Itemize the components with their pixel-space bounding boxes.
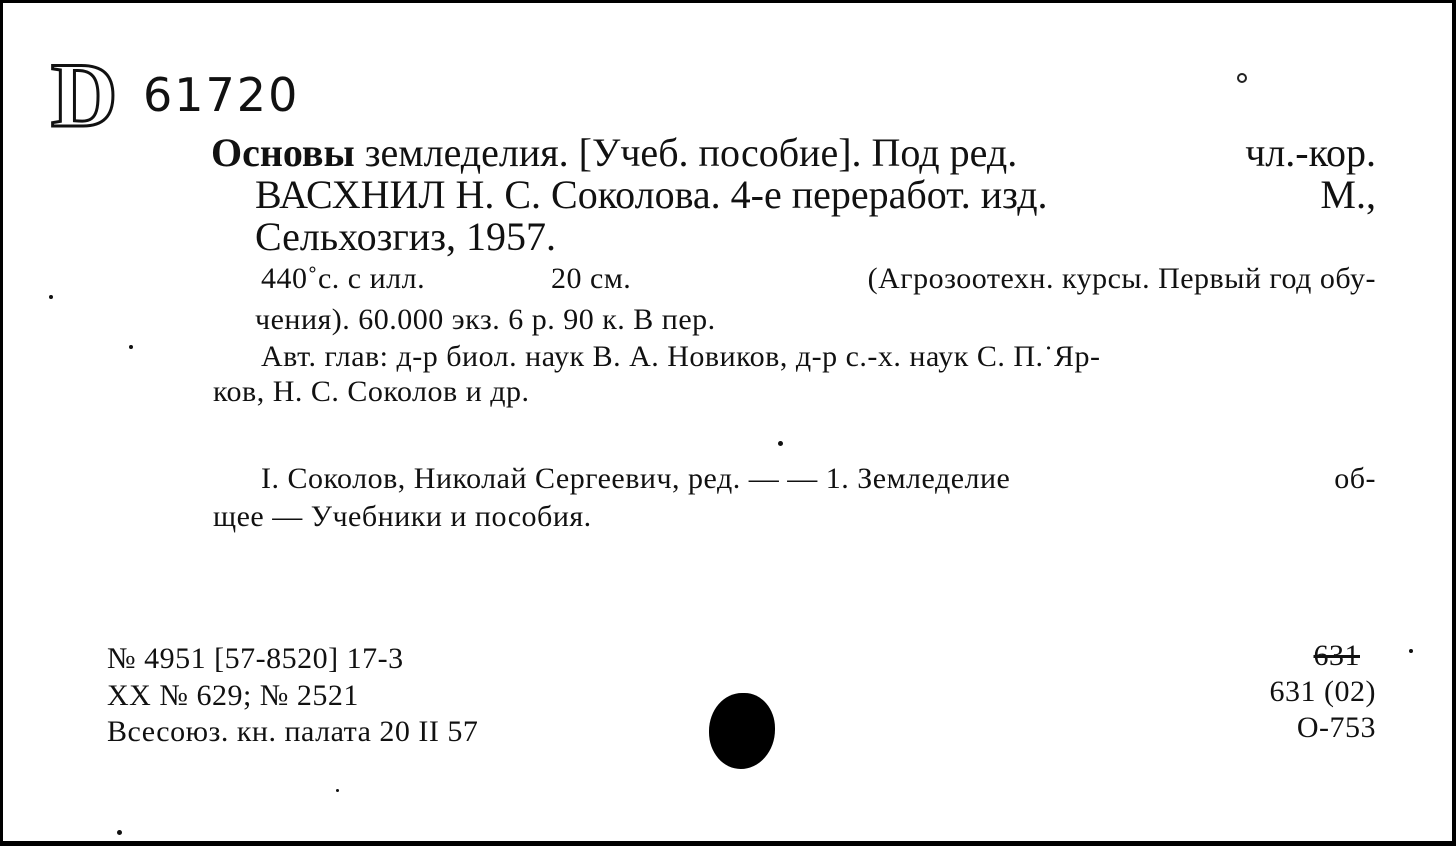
- physical-desc-a: 440˚с. с илл.: [261, 262, 426, 295]
- subject-line-2: щее — Учебники и пособия.: [213, 500, 592, 533]
- speck: [49, 295, 53, 299]
- authors-line-1: Авт. глав: д-р биол. наук В. А. Новиков, д-р с.-х. наук С. П.˙Яр-: [261, 340, 1101, 373]
- speck: [1409, 649, 1413, 653]
- physical-desc-b: 20 см.: [551, 262, 632, 295]
- speck: [336, 789, 339, 792]
- title-line-2: ВАСХНИЛ Н. С. Соколова. 4-е переработ. изд.: [255, 172, 1048, 217]
- class-index: 631 (02): [1269, 675, 1376, 708]
- subject-line-1: I. Соколов, Николай Сергеевич, ред. — — 1. Земледелие: [261, 462, 1011, 495]
- card-number: 61720: [143, 68, 300, 122]
- title-line-1-end: чл.-кор.: [1245, 130, 1376, 175]
- speck: [117, 830, 122, 835]
- card-letter-mark: D: [51, 44, 118, 146]
- speck: [778, 441, 783, 446]
- title-line-3: Сельхозгиз, 1957.: [255, 214, 557, 259]
- subject-line-1-end: об-: [1334, 462, 1376, 495]
- title-line-2-end: М.,: [1320, 172, 1376, 217]
- title-bold-word: Основы: [211, 130, 355, 175]
- class-index-struck: 631: [1313, 639, 1360, 672]
- series-note: (Агрозоотехн. курсы. Первый год обу-: [867, 262, 1376, 295]
- title-line-1: [211, 129, 1017, 177]
- punch-hole: [709, 693, 775, 769]
- edition-price-line: чения). 60.000 экз. 6 р. 90 к. В пер.: [255, 303, 716, 336]
- speck: [1237, 73, 1247, 83]
- authors-line-2: ков, Н. С. Соколов и др.: [213, 375, 530, 408]
- title-line-1-rest: земледелия. [Учеб. пособие]. Под ред.: [364, 130, 1018, 175]
- footer-number-line: № 4951 [57-8520] 17-3: [107, 642, 404, 675]
- speck: [129, 345, 133, 349]
- author-mark: О-753: [1296, 711, 1376, 744]
- footer-series-line: XX № 629; № 2521: [107, 679, 359, 712]
- footer-chamber-line: Всесоюз. кн. палата 20 II 57: [107, 715, 479, 748]
